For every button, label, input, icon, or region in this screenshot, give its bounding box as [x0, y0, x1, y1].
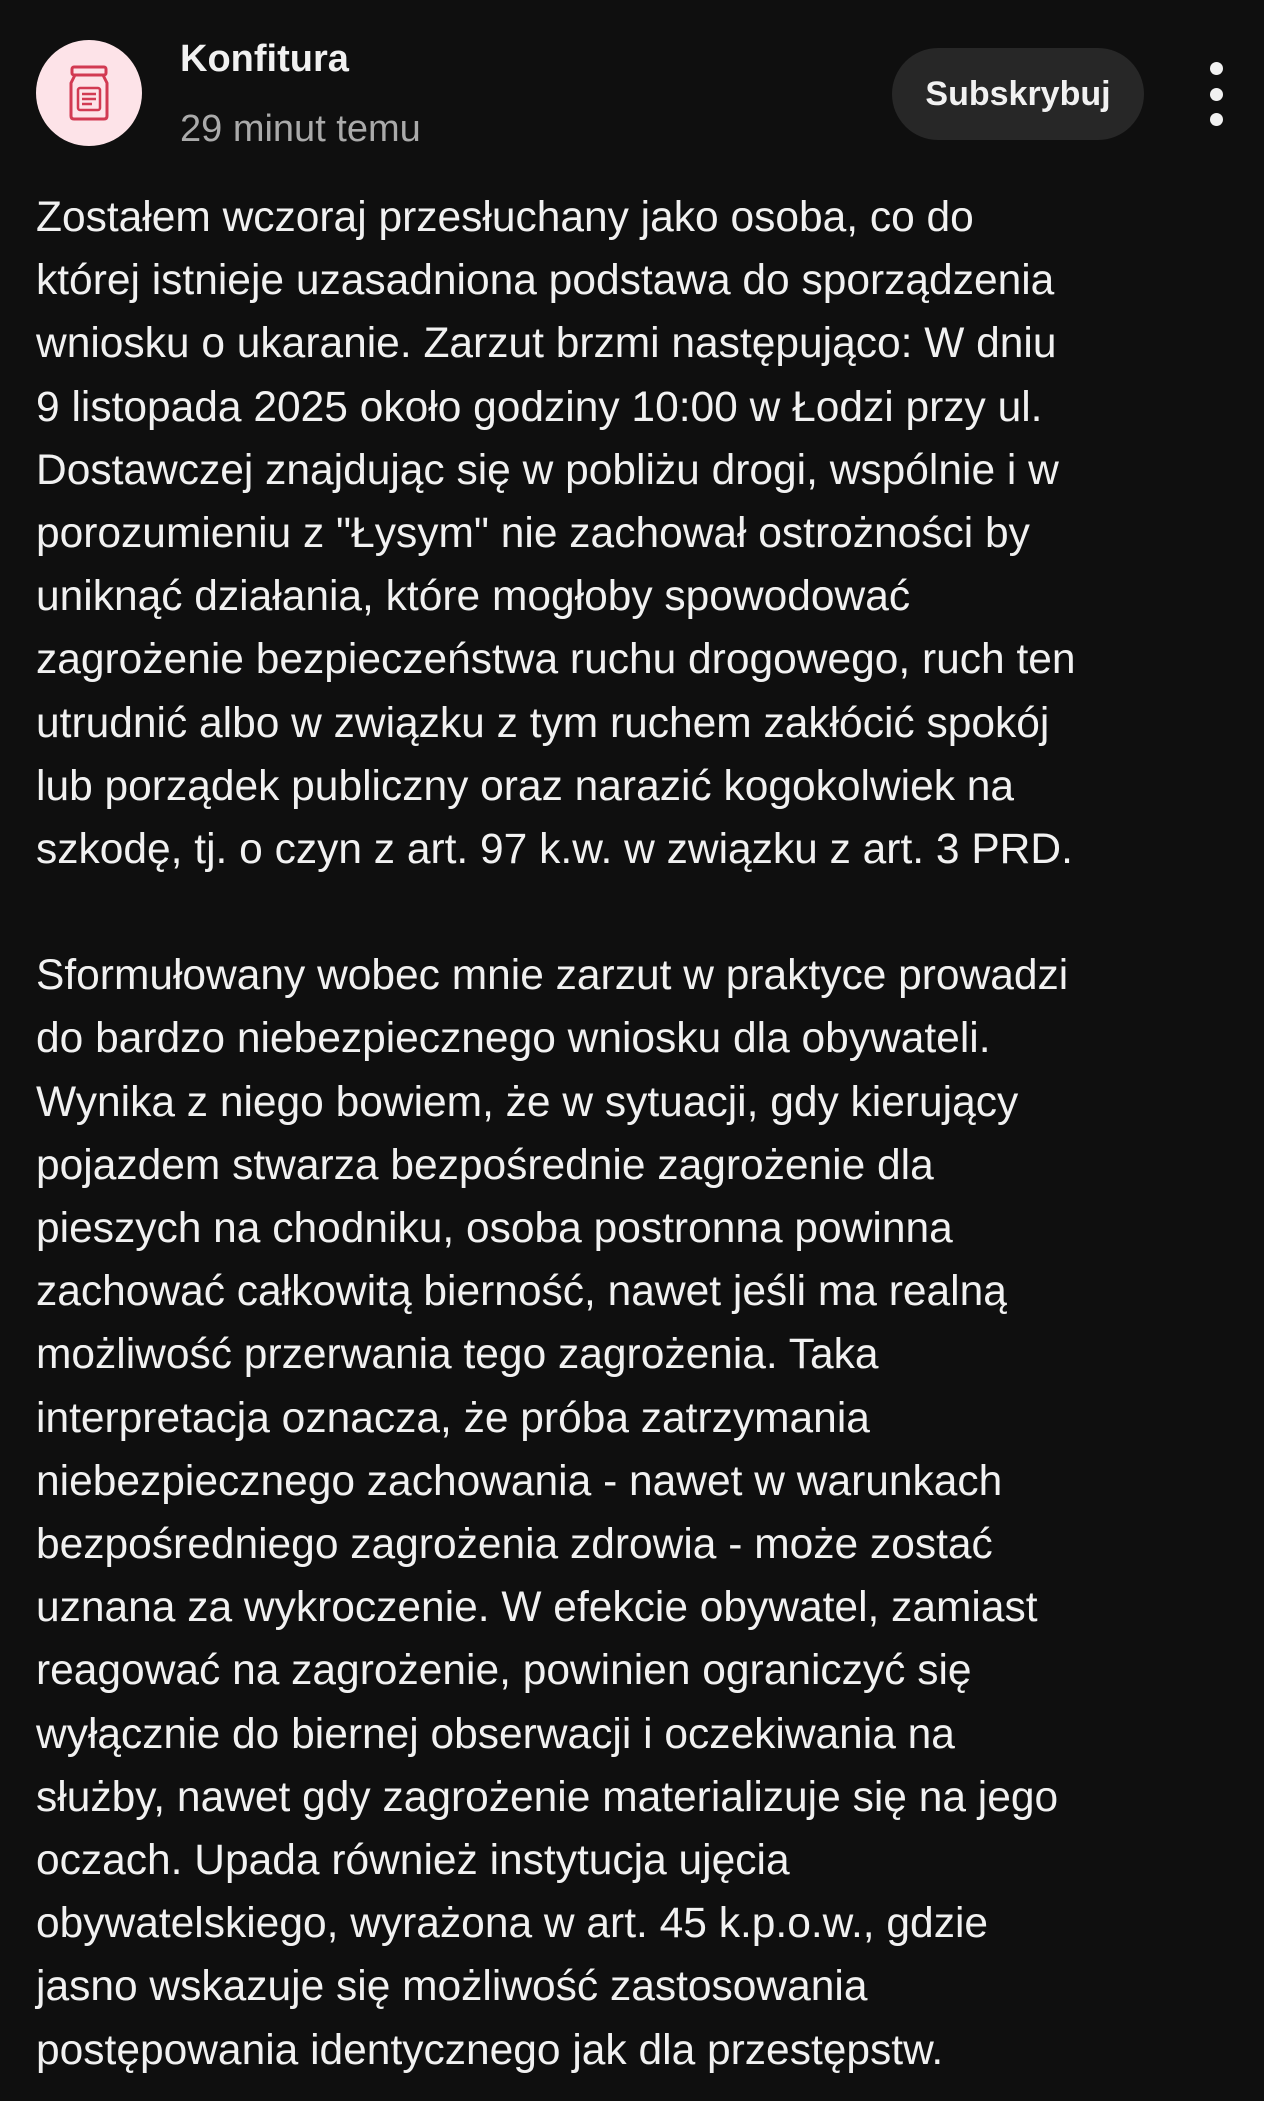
more-dot: [1210, 113, 1223, 126]
channel-avatar[interactable]: [36, 40, 142, 146]
subscribe-button[interactable]: Subskrybuj: [892, 48, 1144, 140]
jar-icon: [58, 62, 120, 124]
post-header: [0, 0, 1264, 175]
more-dot: [1210, 62, 1223, 75]
post-timestamp: 29 minut temu: [180, 108, 421, 150]
more-dot: [1210, 88, 1223, 101]
post-paragraph: Zostałem wczoraj przesłuchany jako osoba, co do której istnieje uzasadniona podstawa do sporządzenia wniosku o ukaranie. Zarzut brzmi następująco: W dniu 9 listopada 2025 około godziny 10:00 w Łodzi przy ul. Dostawczej znajdując się w pobliżu drogi, wspólnie i w porozumieniu z "Łysym" nie zachował ostrożności by uniknąć działania, które mogłoby spowodować zagrożenie bezpieczeństwa ruchu drogowego, ruch ten utrudnić albo w związku z tym ruchem zakłócić spokój lub porządek publiczny oraz narazić kogokolwiek na szkodę, tj. o czyn z art. 97 k.w. w związku z art. 3 PRD.: [36, 194, 1076, 874]
post-body: [36, 186, 1236, 2082]
channel-name[interactable]: Konfitura: [180, 38, 349, 80]
more-vertical-icon[interactable]: [1192, 62, 1240, 126]
post-paragraph: Sformułowany wobec mnie zarzut w praktyce prowadzi do bardzo niebezpiecznego wniosku dla obywateli. Wynika z niego bowiem, że w sytuacji, gdy kierujący pojazdem stwarza bezpośrednie zagrożenie dla pieszych na chodniku, osoba postronna powinna zachować całkowitą bierność, nawet jeśli ma realną możliwość przerwania tego zagrożenia. Taka interpretacja oznacza, że próba zatrzymania niebezpiecznego zachowania - nawet w warunkach bezpośredniego zagrożenia zdrowia - może zostać uznana za wykroczenie. W efekcie obywatel, zamiast reagować na zagrożenie, powinien ograniczyć się wyłącznie do biernej obserwacji i oczekiwania na służby, nawet gdy zagrożenie materializuje się na jego oczach. Upada również instytucja ujęcia obywatelskiego, wyrażona w art. 45 k.p.o.w., gdzie jasno wskazuje się możliwość zastosowania postępowania identycznego jak dla przestępstw.: [36, 952, 1069, 2074]
